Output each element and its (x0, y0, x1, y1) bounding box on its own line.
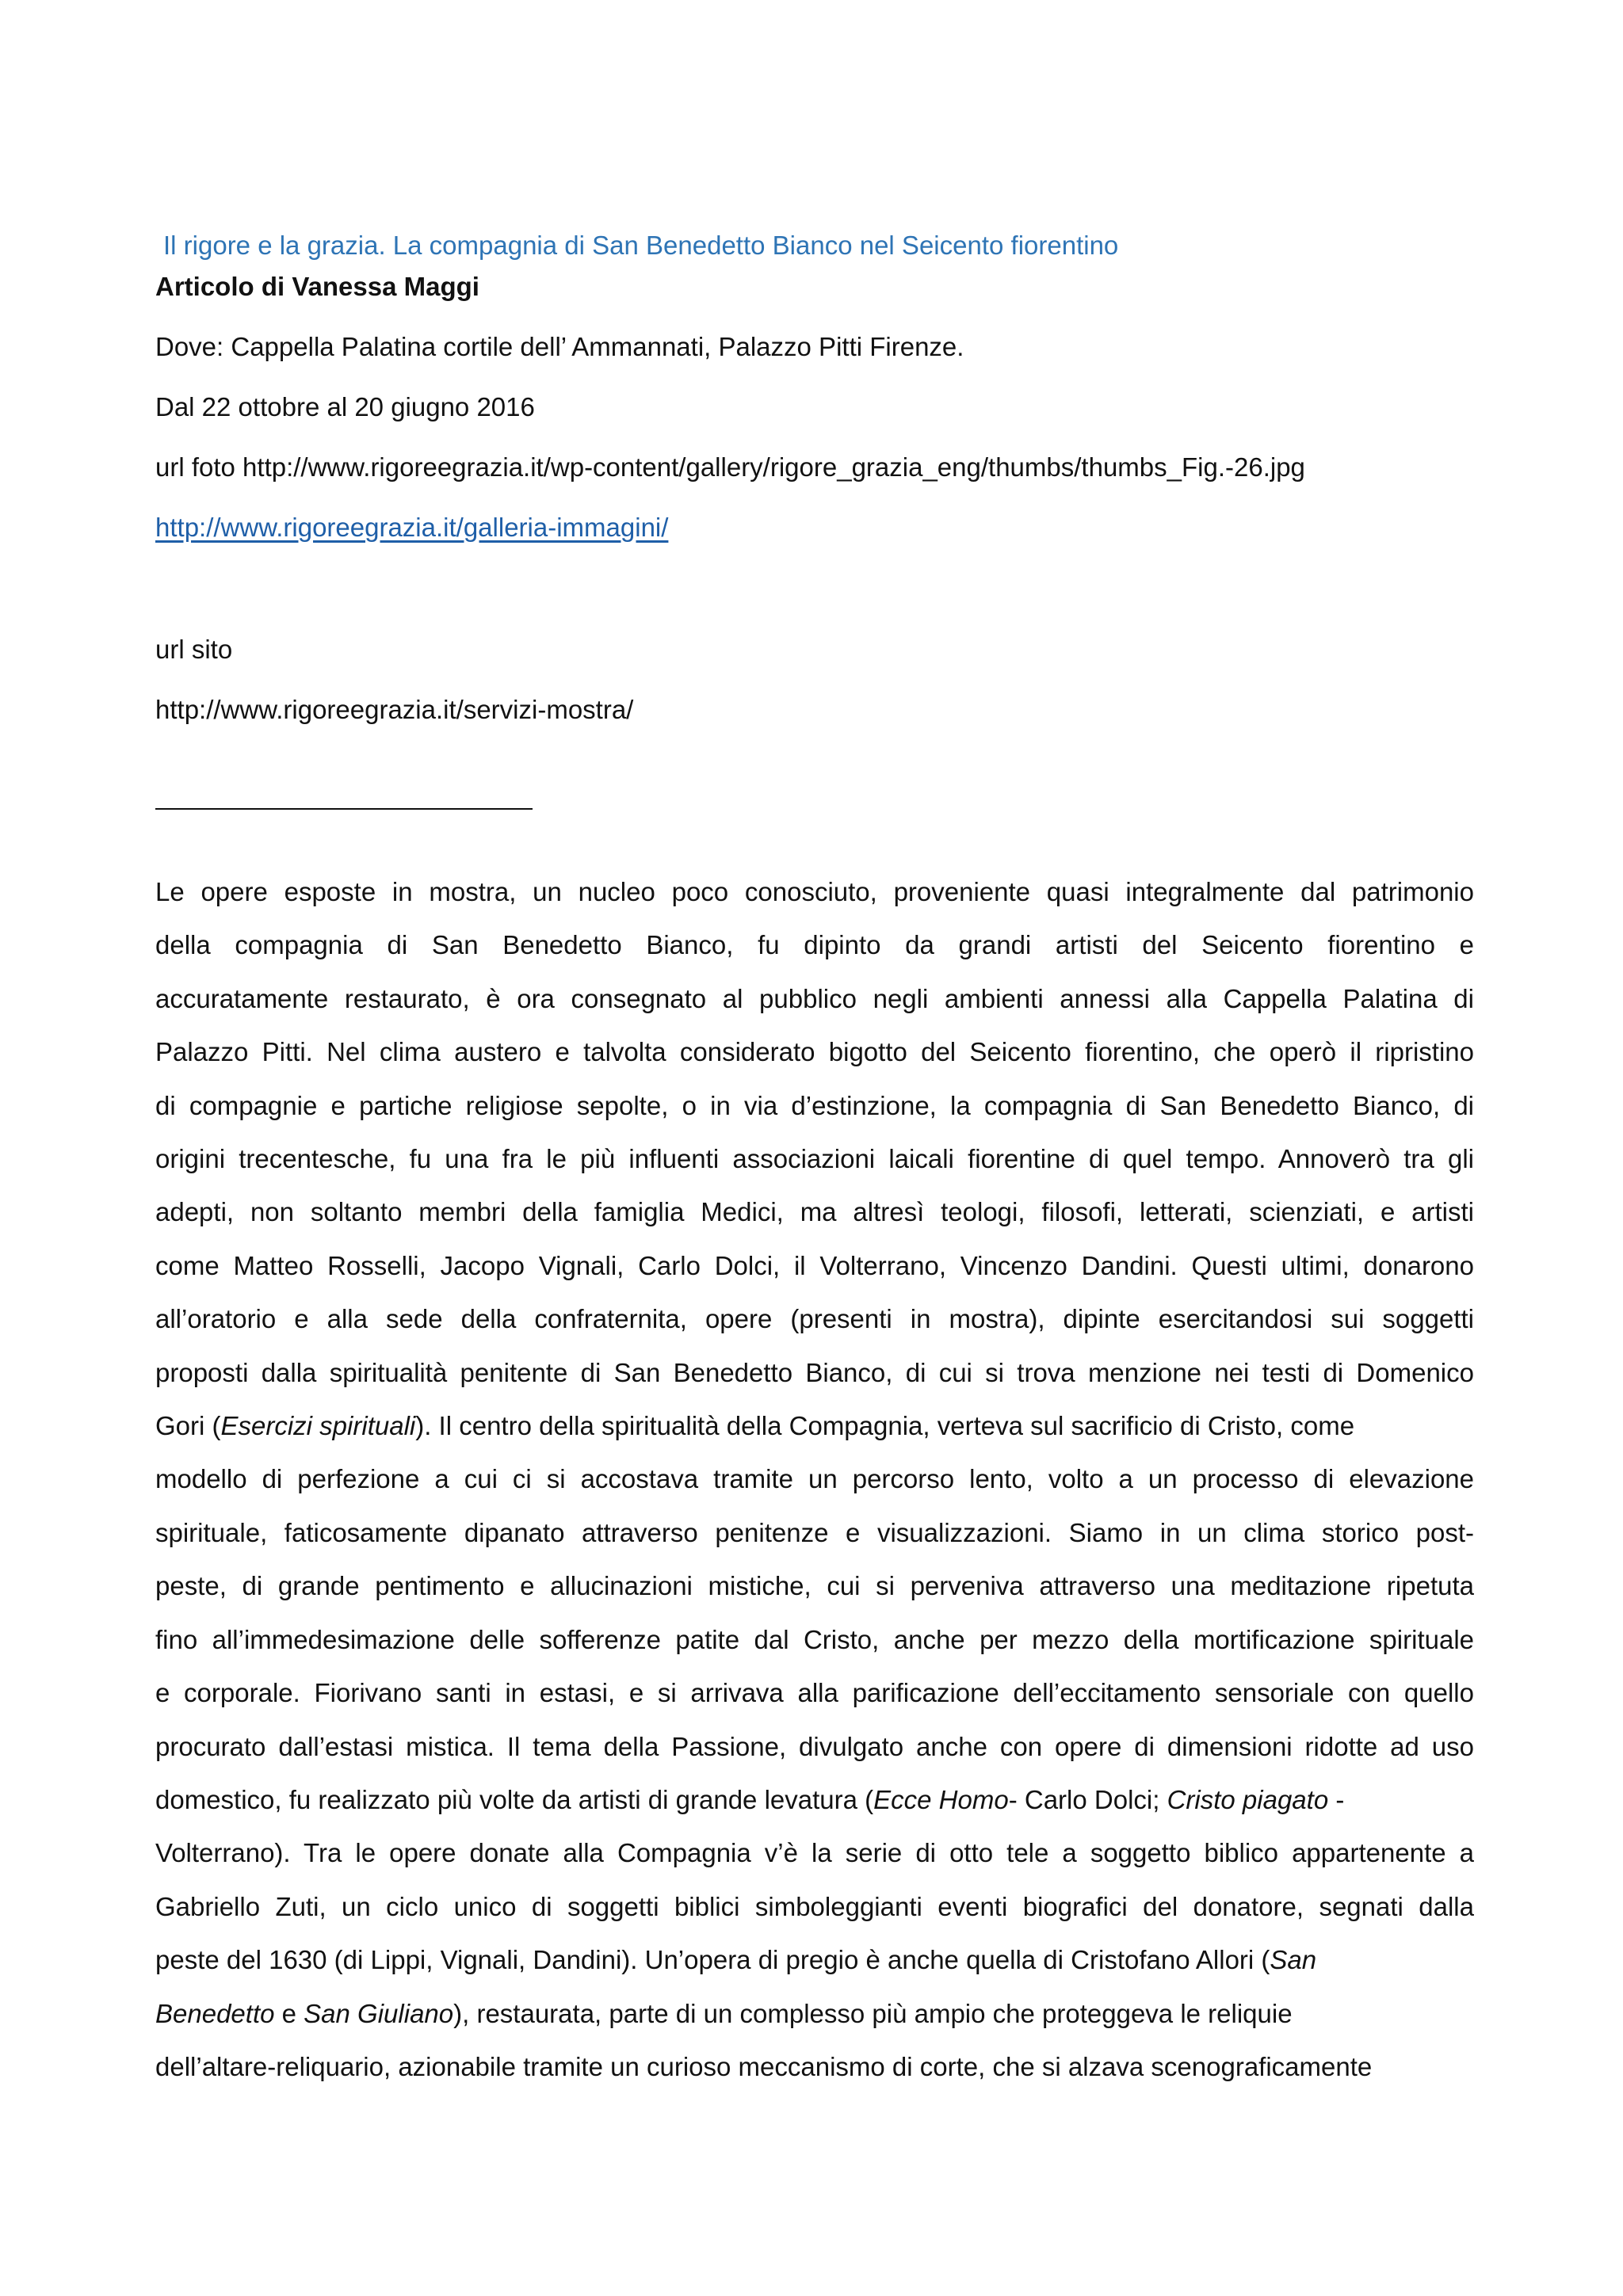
body-line: Volterrano). Tra le opere donate alla Compagnia v’è la serie di otto tele a soggetto biblico appartenente a (155, 1838, 1474, 1868)
body-text-run: - Carlo Dolci; (1008, 1784, 1167, 1814)
body-text-run: ), restaurata, parte di un complesso più ampio che proteggeva le reliquie (453, 1998, 1293, 2028)
body-line: dell’altare-reliquario, azionabile tramite un curioso meccanismo di corte, che si alzava scenograficamente (155, 2051, 1373, 2081)
body-line: modello di perfezione a cui ci si accostava tramite un percorso lento, volto a un processo di elevazione (155, 1464, 1474, 1494)
body-line: accuratamente restaurato, è ora consegnato al pubblico negli ambienti annessi alla Cappella Palatina di (155, 983, 1474, 1013)
body-line (155, 1399, 1474, 1452)
body-line: fino all’immedesimazione delle sofferenze patite dal Cristo, anche per mezzo della mortificazione spirituale (155, 1624, 1474, 1654)
body-text-run: ). Il centro della spiritualità della Compagnia, verteva sul sacrificio di Cristo, come (415, 1411, 1355, 1441)
body-line: come Matteo Rosselli, Jacopo Vignali, Carlo Dolci, il Volterrano, Vincenzo Dandini. Questi ultimi, donarono (155, 1250, 1474, 1280)
body-line: della compagnia di San Benedetto Bianco, fu dipinto da grandi artisti del Seicento fiorentino e (155, 930, 1474, 960)
gallery-link[interactable]: http://www.rigoreegrazia.it/galleria-immagini/ (155, 513, 669, 542)
italic-title: San Giuliano (304, 1998, 454, 2028)
body-line: adepti, non soltanto membri della famiglia Medici, ma altresì teologi, filosofi, letterati, scienziati, e artisti (155, 1197, 1474, 1227)
body-line: all’oratorio e alla sede della confraternita, opere (presenti in mostra), dipinte esercitandosi sui soggetti (155, 1304, 1474, 1334)
location-line: Dove: Cappella Palatina cortile dell’ Ammannati, Palazzo Pitti Firenze. (155, 332, 964, 361)
body-text-run: e (274, 1998, 304, 2028)
body-line: Palazzo Pitti. Nel clima austero e talvolta considerato bigotto del Seicento fiorentino, che operò il ripristino (155, 1037, 1474, 1067)
article-title: Il rigore e la grazia. La compagnia di San Benedetto Bianco nel Seicento fiorentino (163, 231, 1119, 260)
site-label: url sito (155, 635, 233, 664)
body-line: procurato dall’estasi mistica. Il tema della Passione, divulgato anche con opere di dimensioni ridotte ad uso (155, 1731, 1474, 1761)
dates-line: Dal 22 ottobre al 20 giugno 2016 (155, 392, 535, 421)
article-body (155, 865, 1474, 2093)
body-line: peste, di grande pentimento e allucinazioni mistiche, cui si perveniva attraverso una meditazione ripetuta (155, 1571, 1474, 1601)
body-text-run: - (1328, 1784, 1345, 1814)
site-url-line: http://www.rigoreegrazia.it/servizi-mostra/ (155, 695, 634, 724)
photo-url-line: url foto http://www.rigoreegrazia.it/wp-content/gallery/rigore_grazia_eng/thumbs/thumbs_Fig.-26.jpg (155, 452, 1305, 482)
body-line: e corporale. Fiorivano santi in estasi, e si arrivava alla parificazione dell’eccitamento sensoriale con quello (155, 1678, 1474, 1708)
article-byline: Articolo di Vanessa Maggi (155, 272, 479, 301)
italic-title: Ecce Homo (873, 1784, 1009, 1814)
body-line: origini trecentesche, fu una fra le più influenti associazioni laicali fiorentine di quel tempo. Annoverò tra gli (155, 1144, 1474, 1174)
document-content (155, 225, 1474, 2093)
section-divider (155, 808, 533, 810)
body-text-run: Gori ( (155, 1411, 221, 1441)
body-line: di compagnie e partiche religiose sepolte, o in via d’estinzione, la compagnia di San Benedetto Bianco, di (155, 1090, 1474, 1120)
italic-title: Cristo piagato (1167, 1784, 1329, 1814)
gallery-link-line (155, 507, 1474, 548)
body-line: Le opere esposte in mostra, un nucleo poco conosciuto, proveniente quasi integralmente dal patrimonio (155, 877, 1474, 906)
body-line: spirituale, faticosamente dipanato attraverso penitenze e visualizzazioni. Siamo in un clima storico post- (155, 1517, 1474, 1547)
body-line (155, 1773, 1474, 1826)
body-text-run: peste del 1630 (di Lippi, Vignali, Dandini). Un’opera di pregio è anche quella di Cristofano Allori ( (155, 1945, 1270, 1975)
body-line: Gabriello Zuti, un ciclo unico di soggetti biblici simboleggianti eventi biografici del donatore, segnati dalla (155, 1891, 1474, 1921)
body-line: proposti dalla spiritualità penitente di San Benedetto Bianco, di cui si trova menzione nei testi di Domenico (155, 1357, 1474, 1387)
body-text-run: domestico, fu realizzato più volte da artisti di grande levatura ( (155, 1784, 874, 1814)
body-line (155, 1933, 1474, 1986)
italic-title: Benedetto (155, 1998, 275, 2028)
italic-title: Esercizi spirituali (220, 1411, 416, 1441)
italic-title: San (1270, 1945, 1317, 1975)
body-line (155, 1987, 1474, 2040)
